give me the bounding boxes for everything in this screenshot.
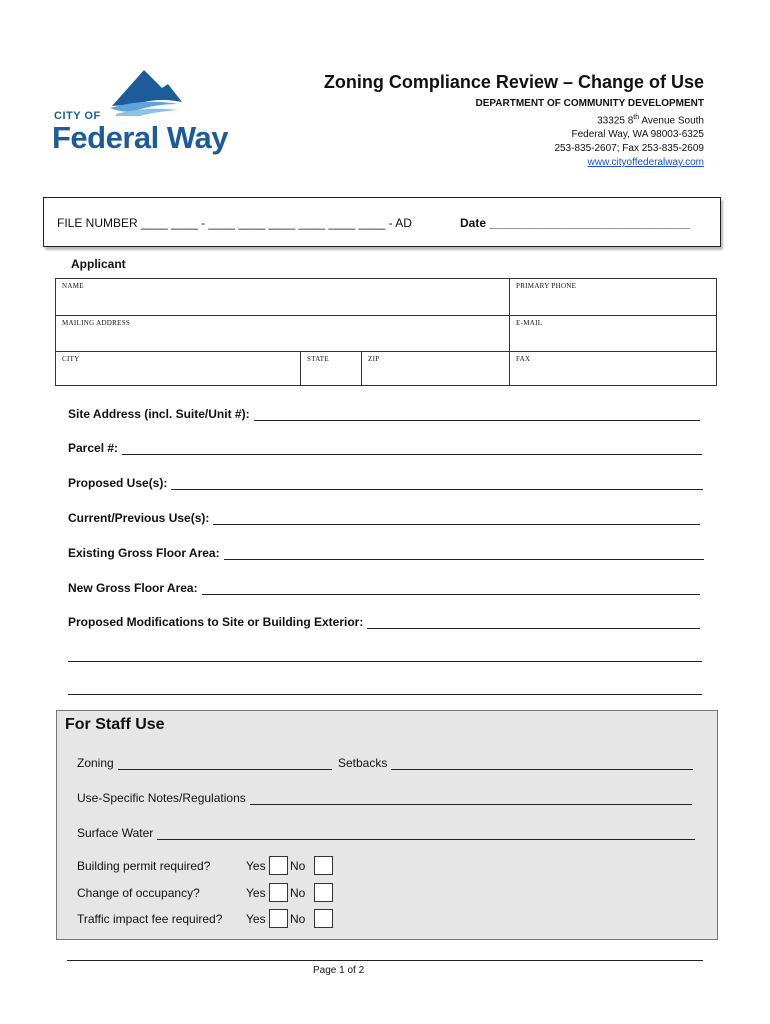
current-uses-line[interactable] [213, 510, 700, 525]
fax-cell[interactable] [510, 352, 716, 385]
mailing-address-cell[interactable] [56, 316, 510, 352]
traffic-fee-question: Traffic impact fee required? [77, 912, 223, 926]
site-address-line[interactable] [254, 406, 700, 421]
use-notes-line[interactable] [250, 790, 692, 805]
footer-divider [67, 960, 703, 961]
change-occupancy-yes-label: Yes [246, 886, 266, 900]
proposed-uses-label: Proposed Use(s): [68, 476, 168, 490]
use-notes-label: Use-Specific Notes/Regulations [77, 791, 246, 805]
setbacks-line[interactable] [391, 755, 693, 770]
phone-fax: 253-835-2607; Fax 253-835-2609 [554, 143, 704, 154]
logo-federal-way: Federal Way [52, 120, 228, 155]
date-field[interactable]: Date ______________________________ [460, 216, 690, 230]
wave-mountain-icon [52, 68, 232, 116]
primary-phone-cell[interactable] [510, 279, 716, 316]
state-label: STATE [307, 355, 329, 363]
existing-gfa-field[interactable] [68, 545, 704, 560]
current-uses-label: Current/Previous Use(s): [68, 511, 210, 525]
building-permit-no-checkbox[interactable] [314, 856, 333, 875]
building-permit-yes-checkbox[interactable] [269, 856, 288, 875]
zoning-line[interactable] [118, 755, 332, 770]
surface-water-label: Surface Water [77, 826, 154, 840]
current-uses-field[interactable] [68, 510, 700, 525]
new-gfa-line[interactable] [202, 580, 700, 595]
proposed-mods-line-2[interactable] [68, 661, 702, 662]
proposed-mods-line-3[interactable] [68, 694, 702, 695]
department-name: DEPARTMENT OF COMMUNITY DEVELOPMENT [475, 98, 704, 109]
traffic-fee-yes-label: Yes [246, 912, 266, 926]
file-number-field[interactable]: FILE NUMBER ____ ____ - ____ ____ ____ ____ ____ ____ - AD [57, 216, 412, 230]
city-logo [52, 68, 232, 160]
page-number: Page 1 of 2 [313, 965, 365, 976]
address-line-1: 33325 8th Avenue South [597, 114, 704, 127]
website-link[interactable]: www.cityoffederalway.com [587, 157, 704, 168]
parcel-label: Parcel #: [68, 441, 119, 455]
setbacks-label: Setbacks [338, 756, 388, 770]
use-notes-field[interactable] [77, 790, 692, 805]
staff-use-title: For Staff Use [65, 716, 165, 733]
mailing-address-label: MAILING ADDRESS [62, 319, 131, 327]
traffic-fee-no-label: No [290, 912, 306, 926]
address-line-2: Federal Way, WA 98003-6325 [571, 129, 704, 140]
email-label: E-MAIL [516, 319, 543, 327]
zip-label: ZIP [368, 355, 380, 363]
zoning-field[interactable] [77, 755, 332, 770]
page-title: Zoning Compliance Review – Change of Use [323, 72, 704, 92]
primary-phone-label: PRIMARY PHONE [516, 282, 577, 290]
proposed-uses-line[interactable] [171, 475, 703, 490]
parcel-line[interactable] [122, 440, 702, 455]
building-permit-yes-label: Yes [246, 859, 266, 873]
applicant-table [55, 278, 717, 386]
change-occupancy-no-label: No [290, 886, 306, 900]
surface-water-field[interactable] [77, 825, 695, 840]
setbacks-field[interactable] [338, 755, 693, 770]
zoning-label: Zoning [77, 756, 114, 770]
proposed-mods-field[interactable] [68, 614, 700, 629]
proposed-mods-label: Proposed Modifications to Site or Building Exterior: [68, 615, 364, 629]
proposed-mods-line[interactable] [367, 614, 700, 629]
state-cell[interactable] [301, 352, 362, 385]
traffic-fee-no-checkbox[interactable] [314, 909, 333, 928]
parcel-field[interactable] [68, 440, 702, 455]
name-cell[interactable] [56, 279, 510, 316]
city-label: CITY [62, 355, 80, 363]
building-permit-question: Building permit required? [77, 859, 211, 873]
new-gfa-field[interactable] [68, 580, 700, 595]
new-gfa-label: New Gross Floor Area: [68, 581, 198, 595]
surface-water-line[interactable] [157, 825, 695, 840]
proposed-uses-field[interactable] [68, 475, 703, 490]
existing-gfa-line[interactable] [224, 545, 704, 560]
change-occupancy-question: Change of occupancy? [77, 886, 200, 900]
zip-cell[interactable] [362, 352, 510, 385]
change-occupancy-no-checkbox[interactable] [314, 883, 333, 902]
site-address-label: Site Address (incl. Suite/Unit #): [68, 407, 250, 421]
change-occupancy-yes-checkbox[interactable] [269, 883, 288, 902]
applicant-label: Applicant [71, 257, 126, 271]
site-address-field[interactable] [68, 406, 700, 421]
logo-city-of: CITY OF [54, 110, 101, 122]
name-label: NAME [62, 282, 84, 290]
city-cell[interactable] [56, 352, 301, 385]
fax-label: FAX [516, 355, 531, 363]
traffic-fee-yes-checkbox[interactable] [269, 909, 288, 928]
email-cell[interactable] [510, 316, 716, 352]
building-permit-no-label: No [290, 859, 306, 873]
existing-gfa-label: Existing Gross Floor Area: [68, 546, 220, 560]
